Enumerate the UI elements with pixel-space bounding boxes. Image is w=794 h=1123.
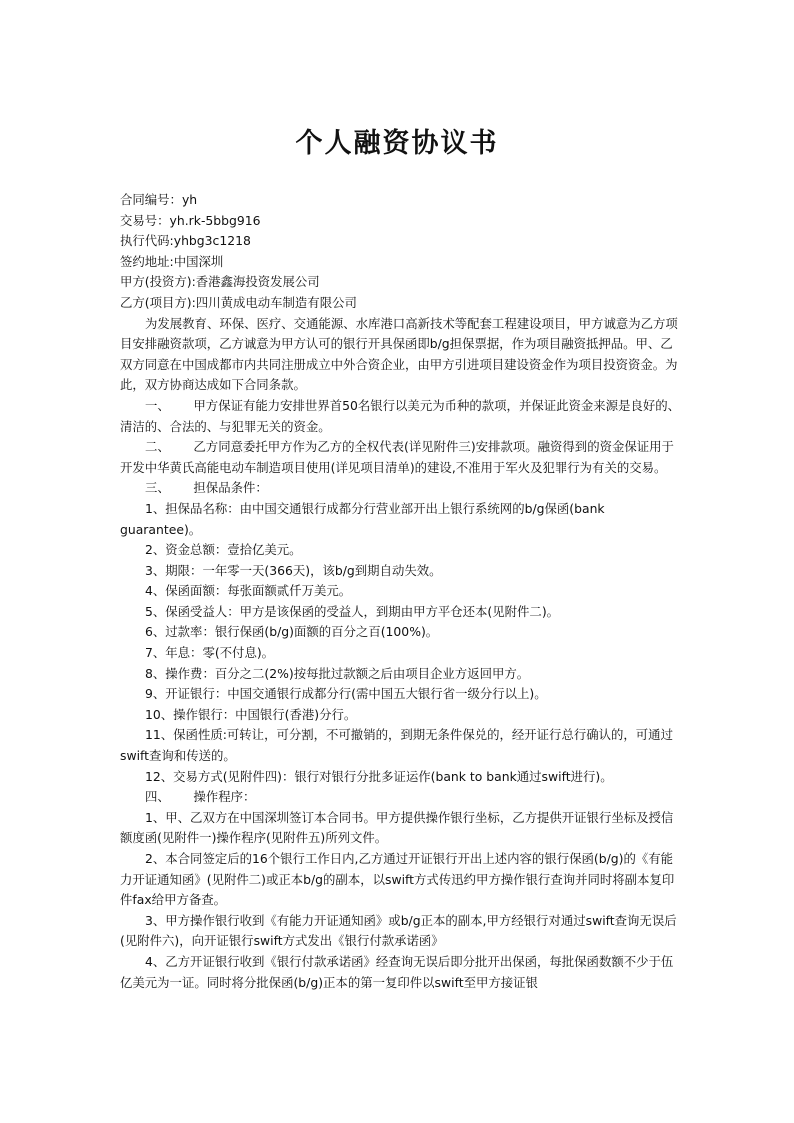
clause-4-heading: 四、 操作程序：	[145, 789, 256, 805]
party-a: 甲方(投资方):香港鑫海投资发展公司	[120, 274, 320, 290]
procedure-item-1: 1、甲、乙双方在中国深圳签订本合同书。甲方提供操作银行坐标，乙方提供开证银行坐标及授信额度函(见附件一)操作程序(见附件五)所列文件。	[120, 809, 674, 846]
collateral-item-10: 10、操作银行：中国银行(香港)分行。	[145, 706, 357, 722]
collateral-item-8: 8、操作费：百分之二(2%)按每批过款额之后由项目企业方返回甲方。	[145, 665, 530, 681]
collateral-item-6: 6、过款率：银行保函(b/g)面额的百分之百(100%)。	[145, 624, 439, 640]
signing-address: 签约地址:中国深圳	[120, 253, 224, 269]
collateral-item-4: 4、保函面额：每张面额贰仟万美元。	[145, 583, 352, 599]
collateral-item-5: 5、保函受益人：甲方是该保函的受益人，到期由甲方平仓还本(见附件二)。	[145, 603, 560, 619]
clause-1: 一、 甲方保证有能力安排世界首50名银行以美元为币种的款项，并保证此资金来源是良好的、清洁的、合法的、与犯罪无关的资金。	[120, 397, 681, 434]
contract-number: 合同编号：yh	[120, 192, 198, 207]
collateral-item-11: 11、保函性质:可转让，可分割，不可撤销的，到期无条件保兑的，经开证行总行确认的，可通过swift查询和传送的。	[120, 727, 673, 764]
clause-3-heading: 三、 担保品条件：	[145, 480, 268, 496]
execution-code: 执行代码:yhbg3c1218	[120, 233, 251, 249]
collateral-item-9: 9、开证银行：中国交通银行成都分行(需中国五大银行省一级分行以上)。	[145, 686, 547, 702]
collateral-item-1: 1、担保品名称：由中国交通银行成都分行营业部开出上银行系统网的b/g保函(bank guarantee)。	[120, 500, 605, 537]
document-title: 个人融资协议书	[295, 128, 499, 159]
clause-2: 二、 乙方同意委托甲方作为乙方的全权代表(详见附件三)安排款项。融资得到的资金保证用于开发中华黄氏高能电动车制造项目使用(详见项目清单)的建设,不准用于军火及犯罪行为有关的交易。	[120, 439, 674, 475]
collateral-item-3: 3、期限：一年零一天(366天)，该b/g到期自动失效。	[145, 562, 442, 578]
document-body	[120, 190, 682, 993]
collateral-item-7: 7、年息：零(不付息)。	[145, 645, 275, 661]
party-b: 乙方(项目方):四川黄成电动车制造有限公司	[120, 294, 357, 310]
procedure-item-2: 2、本合同签定后的16个银行工作日内,乙方通过开证银行开出上述内容的银行保函(b/g)的《有能力开证通知函》(见附件二)或正本b/g的副本，以swift方式传迅约甲方操作银行查询并同时将副本复印件fax给甲方备查。	[120, 851, 675, 908]
procedure-item-3: 3、甲方操作银行收到《有能力开证通知函》或b/g正本的副本,甲方经银行对通过swift查询无误后(见附件六)，向开证银行swift方式发出《银行付款承诺函》	[120, 912, 677, 949]
collateral-item-2: 2、资金总额：壹拾亿美元。	[145, 542, 302, 558]
collateral-item-12: 12、交易方式(见附件四)：银行对银行分批多证运作(bank to bank通过swift进行)。	[145, 768, 613, 784]
transaction-number: 交易号：yh.rk-5bbg916	[120, 212, 261, 228]
procedure-item-4: 4、乙方开证银行收到《银行付款承诺函》经查询无误后即分批开出保函，每批保函数额不少于伍亿美元为一证。同时将分批保函(b/g)正本的第一复印件以swift至甲方接证银	[120, 953, 674, 990]
preamble-paragraph: 为发展教育、环保、医疗、交通能源、水库港口高新技术等配套工程建设项目，甲方诚意为乙方项目安排融资款项，乙方诚意为甲方认可的银行开具保函即b/g担保票据，作为项目融资抵押品。甲、乙双方同意在中国成都市内共同注册成立中外合资企业，由甲方引进项目建设资金作为项目投资资金。为此，双方协商达成如下合同条款。	[120, 315, 678, 393]
